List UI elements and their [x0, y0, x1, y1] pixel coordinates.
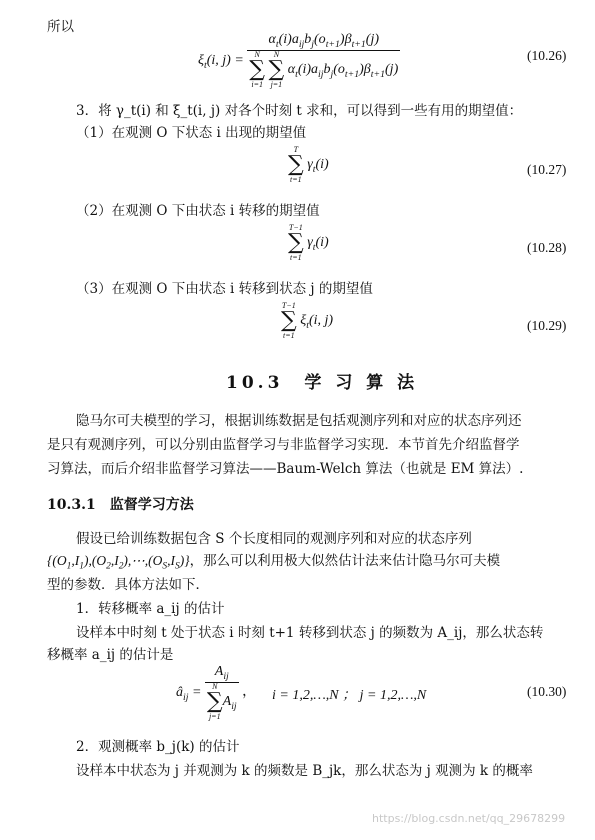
- item3-text: 3．将 γ_t(i) 和 ξ_t(i, j) 对各个时刻 t 求和，可以得到一些有用的期望值：: [76, 103, 523, 119]
- watermark-text: https://blog.csdn.net/qq_29678299: [372, 812, 566, 825]
- equation-number-10-26: (10.26): [527, 48, 567, 63]
- para1-line1: 隐马尔可夫模型的学习，根据训练数据是包括观测序列和对应的状态序列还: [76, 413, 522, 429]
- item3-sub3: （3）在观测 O 下由状态 i 转移到状态 j 的期望值: [76, 281, 373, 297]
- para1-line2: 是只有观测序列，可以分别由监督学习与非监督学习实现．本节首先介绍监督学: [47, 437, 520, 453]
- equation-number-10-30: (10.30): [527, 684, 567, 699]
- equation-number-10-27: (10.27): [527, 162, 567, 177]
- para2-line3: 型的参数．具体方法如下．: [47, 577, 209, 593]
- item2-line1: 设样本中状态为 j 并观测为 k 的频数是 B_jk，那么状态为 j 观测为 k 的概率: [76, 763, 533, 779]
- equation-10-26: $\xi_t(i$, j) = $\alpha_t(i)a_{ij}b_j(o_{t+1})\beta_{t+1}(j)$ N ∑ i=1 N ∑ j=1 $\alpha_t(i)a_{ij}b_j(o_{t+1})\beta_{t+1}(j)$: [198, 32, 399, 89]
- text-suoyi: 所以: [47, 19, 74, 35]
- item3-sub2: （2）在观测 O 下由状态 i 转移的期望值: [76, 203, 320, 219]
- para2-line2-tail: ，那么可以利用极大似然估计法来估计隐马尔可夫模: [189, 553, 501, 569]
- item2-title: 2．观测概率 b_j(k) 的估计: [76, 739, 240, 755]
- equation-number-10-29: (10.29): [527, 318, 567, 333]
- para2-line2: [47, 552, 500, 576]
- item1-line2: 移概率 a_ij 的估计是: [47, 647, 174, 663]
- equation-10-30: $â_{ij}$ = $A_{ij}$ N ∑ j=1 $A_{ij}$ ，: [176, 664, 257, 721]
- equation-10-27: T ∑ t=1 $\gamma_t(i)$: [288, 145, 329, 184]
- equation-10-30-condition: i = 1,2,…,N ； j = 1,2,…,N: [272, 688, 427, 703]
- sequence-set-formula: $\{(O_1,I_1),(O_2,I_2),\cdots,(O_S,I_S)\}$: [47, 553, 190, 572]
- item1-title: 1．转移概率 a_ij 的估计: [76, 601, 225, 617]
- equation-10-28: T−1 ∑ t=1 $\gamma_t(i)$: [288, 223, 329, 262]
- equation-10-29: T−1 ∑ t=1 $\xi_t(i$, j): [281, 301, 334, 340]
- item3-sub1: （1）在观测 O 下状态 i 出现的期望值: [76, 125, 307, 141]
- subsection-title: 10.3.1 监督学习方法: [47, 497, 194, 513]
- para1-line3: 习算法，而后介绍非监督学习算法——Baum-Welch 算法（也就是 EM 算法）.: [47, 461, 524, 477]
- equation-number-10-28: (10.28): [527, 240, 567, 255]
- para2-line1: 假设已给训练数据包含 S 个长度相同的观测序列和对应的状态序列: [76, 531, 472, 547]
- section-title: 10.3 学 习 算 法: [226, 373, 419, 393]
- item1-line1: 设样本中时刻 t 处于状态 i 时刻 t+1 转移到状态 j 的频数为 A_ij，那么状态转: [76, 625, 544, 641]
